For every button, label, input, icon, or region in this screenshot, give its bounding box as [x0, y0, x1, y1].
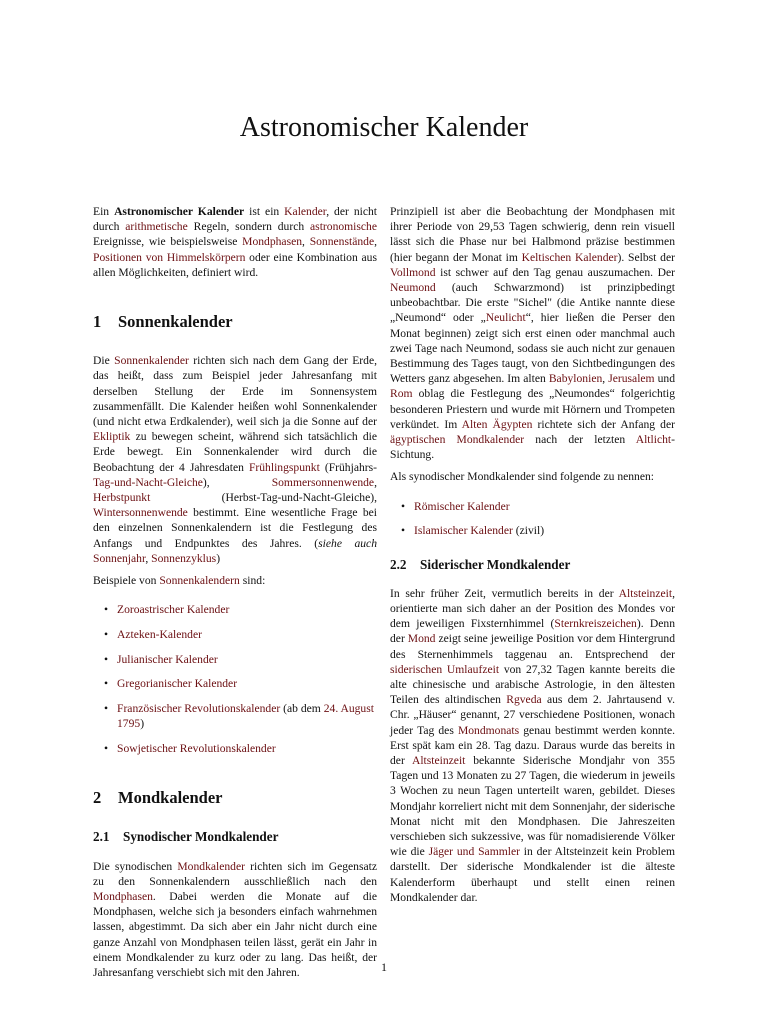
subsection-heading-synodisch: 2.1 Synodischer Mondkalender	[93, 829, 279, 845]
right-column	[390, 204, 675, 912]
link-sonnenjahr[interactable]: Sonnenjahr	[93, 551, 146, 565]
link-julianischer-kalender[interactable]: Julianischer Kalender	[117, 652, 218, 666]
link-zoroastrischer-kalender[interactable]: Zoroastrischer Kalender	[117, 603, 230, 617]
bullet-icon: •	[104, 741, 109, 755]
link-fruehlingspunkt[interactable]: Frühlingspunkt	[248, 460, 320, 474]
mondphasen-paragraph: Prinzipiell ist aber die Beobachtung der Mondphasen mit ihrer Periode von 29,53 Tagen schwierig, denn rein visuell lässt sich die Phase nur bei Halbmond präzise bestimmen (hier begann der Monat im Keltischen Kalender). Selbst der Vollmond ist schwer auf den Tag genau auszumachen. Der Neumond (auch Schwarzmond) ist prinzipbedingt unbeobachtbar. Die erste "Sichel" (die Antike nannte diese „Neumond“ oder „Neulicht“, hier ließen die Perser den Monat beginnen) zeigt sich erst einen oder manchmal auch zwei Tage nach Neumond, sodass sie auch nicht zur genauen Bestimmung des Tages taugt, von den Sichtbedingungen des Wetters ganz abgesehen. Im alten Babylonien, Jerusalem und Rom oblag die Festlegung des „Neumondes“ folgerichtig besonderen Priestern und wurde mit Hörnern und Trompeten verkündet. Im Alten Ägypten richtete sich der Anfang der ägyptischen Mondkalender nach der letzten Altlicht-Sichtung.	[390, 205, 676, 462]
list-item	[93, 627, 377, 642]
bullet-icon: •	[104, 627, 109, 641]
list-item	[93, 676, 377, 691]
list-item: • Französischer Revolutionskalender (ab dem 24. August 1795)	[104, 702, 374, 731]
link-rgveda[interactable]: Rgveda	[506, 693, 542, 707]
siderisch-paragraph: In sehr früher Zeit, vermutlich bereits in der Altsteinzeit, orientierte man sich daher an der Position des Mondes vor dem jeweiligen Fixsternhimmel (Sternkreiszeichen). Denn der Mond zeigt seine jeweilige Position vor dem Hintergrund des Sternenhimmels taggenau an. Entsprechend der siderischen Umlaufzeit von 27,32 Tagen kannte bereits die alte chinesische und arabische Astrologie, in den ältesten Teilen des altindischen Rgveda aus dem 2. Jahrtausend v. Chr. „Häuser“ genannt, 27 verschiedene Positionen, wonach jeder Tag des Mondmonats genau bestimmt werden konnte. Erst spät kam ein 28. Tag dazu. Daraus wurde das bereits in der Altsteinzeit bekannte Siderische Mondjahr von 355 Tagen und 13 Monaten zu 27 Tagen, die wiederum in jeweils 3 Wochen zu neun Tagen unterteilt waren, gebildet. Dieses Mondjahr korreliert nicht mit dem Sonnenjahr, der siderische Monat nicht mit den Mondphasen. Die Jahreszeiten verschieben sich sukzessive, was für nomadisierende Völker wie die Jäger und Sammler in der Altsteinzeit kein Problem darstellt. Der siderische Mondkalender ist die älteste Kalenderform überhaupt und stellt einen reinen Mondkalender dar.	[390, 586, 675, 904]
page-number: 1	[381, 960, 387, 974]
bullet-icon: •	[104, 702, 109, 716]
link-sonnenstaende[interactable]: Sonnenstände	[309, 235, 375, 249]
link-alten-aegypten[interactable]: Alten Ägypten	[461, 417, 533, 431]
sonnenkalender-paragraph: Die Sonnenkalender richten sich nach dem Gang der Erde, das heißt, dass zum Beispiel jeder Jahresanfang mit derselben Stellung der Erde im Sonnensystem zusammenfällt. Die Kalender heißen wohl Sonnenkalender (und nicht etwa Erdkalender), weil sich ja die Sonne auf der Ekliptik zu bewegen scheint, während sich tatsächlich die Erde bewegt. Ein Sonnenkalender wird durch die Beobachtung der 4 Jahresdaten Frühlingspunkt (Frühjahrs-Tag-und-Nacht-Gleiche), Sommersonnenwende, Herbstpunkt (Herbst-Tag-und-Nacht-Gleiche), Wintersonnenwende bestimmt. Eine wesentliche Frage bei den einzelnen Sonnenkalendern ist die Festlegung des Anfangs und Endpunktes des Jahres. (siehe auch Sonnenjahr, Sonnenzyklus)	[93, 354, 378, 565]
article-term: Astronomischer Kalender	[114, 205, 245, 218]
link-mondkalender[interactable]: Mondkalender	[177, 859, 245, 873]
link-tag-und-nacht-gleiche[interactable]: Tag-und-Nacht-Gleiche	[93, 475, 203, 489]
link-neumond[interactable]: Neumond	[390, 281, 436, 295]
link-mondphasen[interactable]: Mondphasen	[242, 235, 303, 249]
link-herbstpunkt[interactable]: Herbstpunkt	[93, 491, 151, 505]
link-vollmond[interactable]: Vollmond	[390, 265, 436, 279]
bullet-icon: •	[401, 499, 406, 513]
link-sonnenkalender[interactable]: Sonnenkalender	[114, 354, 189, 368]
section-heading-sonnenkalender: 1 Sonnenkalender	[93, 312, 233, 332]
link-mond[interactable]: Mond	[407, 632, 436, 646]
list-item	[93, 652, 377, 667]
intro-paragraph: Ein Astronomischer Kalender ist ein Kalender, der nicht durch arithmetische Regeln, sondern durch astronomische Ereignisse, wie beispielsweise Mondphasen, Sonnenstände, Positionen von Himmelskörpern oder eine Kombination aus allen Möglichkeiten, definiert wird.	[93, 205, 378, 279]
list-item	[390, 499, 675, 514]
beispiele-paragraph: Beispiele von Sonnenkalendern sind:	[93, 574, 266, 588]
link-mondmonats[interactable]: Mondmonats	[457, 723, 520, 737]
link-altsteinzeit[interactable]: Altsteinzeit	[618, 586, 673, 600]
link-jerusalem[interactable]: Jerusalem	[608, 372, 655, 386]
link-aegyptischer-mondkalender[interactable]: ägyptischen Mondkalender	[390, 433, 525, 447]
link-keltischer-kalender[interactable]: Keltischen Kalender	[521, 250, 618, 264]
link-sonnenzyklus[interactable]: Sonnenzyklus	[151, 551, 217, 565]
link-astronomische[interactable]: astronomische	[310, 220, 378, 234]
link-siderische-umlaufzeit[interactable]: siderischen Umlaufzeit	[390, 662, 500, 676]
link-sowjetischer-revolutionskalender[interactable]: Sowjetischer Revolutionskalender	[117, 741, 276, 755]
link-neulicht[interactable]: Neulicht	[485, 311, 526, 325]
list-item	[93, 741, 377, 756]
link-roemischer-kalender[interactable]: Römischer Kalender	[414, 499, 510, 513]
link-altlicht[interactable]: Altlicht	[635, 433, 672, 447]
link-positionen[interactable]: Positionen von Himmelskörpern	[93, 250, 246, 264]
link-franzoesischer-revolutionskalender[interactable]: Französischer Revolutionskalender	[117, 702, 281, 716]
sonnenkalender-list	[93, 602, 377, 756]
link-sternkreiszeichen[interactable]: Sternkreiszeichen	[554, 617, 637, 631]
link-sommersonnenwende[interactable]: Sommersonnenwende	[271, 475, 375, 489]
bullet-icon: •	[104, 603, 109, 617]
link-azteken-kalender[interactable]: Azteken-Kalender	[117, 627, 202, 641]
bullet-icon: •	[401, 524, 406, 538]
left-column	[93, 204, 377, 987]
synodisch-list	[390, 499, 675, 539]
link-24-august[interactable]: 24. August	[323, 702, 374, 716]
link-altsteinzeit-2[interactable]: Altsteinzeit	[411, 754, 466, 767]
bullet-icon: •	[104, 677, 109, 691]
link-mondphasen-2[interactable]: Mondphasen	[93, 890, 153, 903]
link-babylonien[interactable]: Babylonien	[548, 372, 603, 386]
link-gregorianischer-kalender[interactable]: Gregorianischer Kalender	[117, 677, 238, 691]
link-arithmetische[interactable]: arithmetische	[125, 220, 188, 234]
link-wintersonnenwende[interactable]: Wintersonnenwende	[93, 506, 188, 520]
link-jaeger-und-sammler[interactable]: Jäger und Sammler	[428, 845, 520, 859]
synodisch-list-intro: Als synodischer Mondkalender sind folgende zu nennen:	[390, 470, 655, 484]
link-sonnenkalendern[interactable]: Sonnenkalendern	[159, 574, 240, 588]
section-heading-mondkalender: 2 Mondkalender	[93, 788, 223, 808]
link-kalender[interactable]: Kalender	[284, 205, 327, 218]
bullet-icon: •	[104, 652, 109, 666]
link-rom[interactable]: Rom	[390, 387, 413, 401]
list-item: • Islamischer Kalender (zivil)	[401, 524, 545, 538]
link-ekliptik[interactable]: Ekliptik	[93, 430, 131, 444]
link-islamischer-kalender[interactable]: Islamischer Kalender	[414, 524, 513, 538]
synodisch-paragraph: Die synodischen Mondkalender richten sich im Gegensatz zu den Sonnenkalendern ausschließlich nach den Mondphasen. Dabei werden die Monate auf die Mondphasen, welche sich ja besonders einfach wahrnehmen lassen, abgestimmt. Da sich aber ein Jahr nicht durch eine ganze Anzahl von Mondphasen teilen lässt, gerät ein Jahr in einem Mondkalender zu kurz oder zu lang. Das heißt, der Jahresanfang verschiebt sich mit den Jahren.	[93, 859, 378, 980]
subsection-heading-siderisch: 2.2 Siderischer Mondkalender	[390, 556, 571, 572]
list-item	[93, 602, 377, 617]
link-1795[interactable]: 1795	[117, 717, 141, 731]
page-title: Astronomischer Kalender	[239, 112, 529, 143]
